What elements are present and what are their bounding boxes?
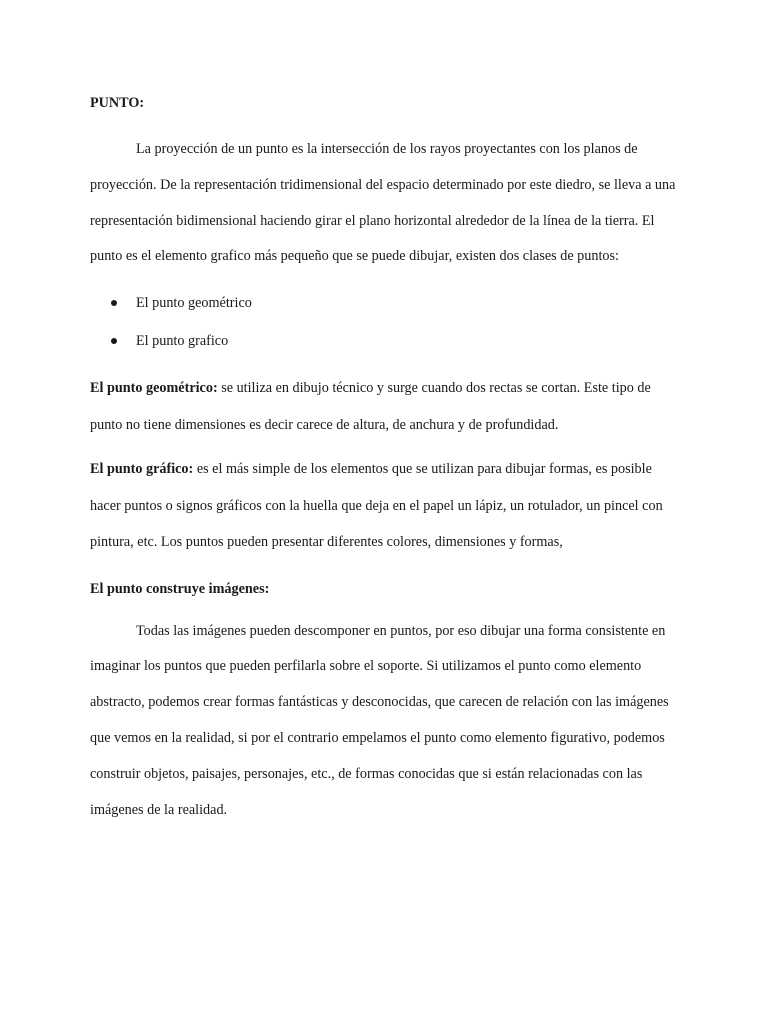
bullet-item-geometric bbox=[90, 285, 680, 323]
intro-paragraph: La proyección de un punto es la intersección de los rayos proyectantes con los planos de proyección. De la representación tridimensional del espacio determinado por este diedro, se lleva a una representación bidimensional haciendo girar el plano horizontal alrededor de la línea de la tierra. El punto es el elemento grafico más pequeño que se puede dibujar, existen dos clases de puntos: bbox=[90, 141, 676, 265]
final-paragraph: Todas las imágenes pueden descomponer en puntos, por eso dibujar una forma consistente en imaginar los puntos que pueden perfilarla sobre el soporte. Si utilizamos el punto como elemento abstracto, podemos crear formas fantásticas y desconocidas, que carecen de relación con las imágenes que vemos en la realidad, si por el contrario empelamos el punto como elemento figurativo, podemos construir objetos, paisajes, personajes, etc., de formas conocidas que si están relacionadas con las imágenes de la realidad. bbox=[90, 622, 669, 818]
graphic-term: El punto gráfico: bbox=[90, 461, 194, 478]
document-title: PUNTO: bbox=[90, 95, 145, 111]
bullet-icon bbox=[111, 300, 117, 306]
bullet-item-graphic bbox=[90, 323, 680, 361]
geometric-term: El punto geométrico: bbox=[90, 380, 218, 397]
geometric-definition bbox=[90, 370, 680, 443]
bullet-label: El punto grafico bbox=[136, 332, 229, 349]
bullet-icon bbox=[111, 338, 117, 344]
bullet-label: El punto geométrico bbox=[136, 295, 252, 312]
document-page bbox=[90, 86, 680, 828]
graphic-definition bbox=[90, 451, 680, 561]
graphic-text: es el más simple de los elementos que se utilizan para dibujar formas, es posible hacer puntos o signos gráficos con la huella que deja en el papel un lápiz, un rotulador, un pincel con pintura, etc. Los puntos pueden presentar diferentes colores, dimensiones y formas, bbox=[90, 461, 663, 551]
section-subheading: El punto construye imágenes: bbox=[90, 580, 270, 597]
geometric-text: se utiliza en dibujo técnico y surge cuando dos rectas se cortan. Este tipo de punto no tiene dimensiones es decir carece de altura, de anchura y de profundidad. bbox=[90, 380, 651, 433]
bullet-list bbox=[90, 285, 680, 360]
